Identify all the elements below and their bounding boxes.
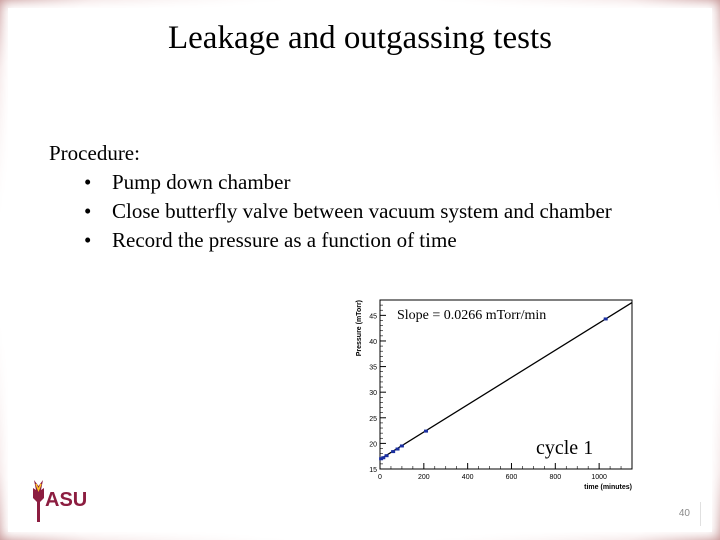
x-tick-label: 200: [417, 474, 430, 481]
page-number: [640, 502, 701, 526]
page-number-text: 40: [678, 508, 690, 519]
procedure-label: Procedure:: [49, 141, 140, 165]
slide-title: Leakage and outgassing tests: [168, 20, 552, 56]
asu-logo: [24, 476, 94, 529]
x-axis-label: time (minutes): [584, 484, 632, 491]
slope-annotation: Slope = 0.0266 mTorr/min: [397, 308, 547, 323]
x-tick-label: 1000: [591, 474, 607, 481]
y-tick-label: 40: [369, 338, 377, 346]
data-point: [400, 444, 404, 447]
data-point: [391, 450, 395, 453]
bullet-icon: •: [84, 228, 92, 252]
data-point: [604, 317, 608, 320]
slide-body: [49, 139, 612, 255]
pressure-chart: [350, 294, 640, 494]
list-item: [84, 226, 612, 255]
y-tick-label: 35: [369, 364, 377, 372]
x-tick-label: 0: [378, 474, 382, 481]
chart-svg: [350, 294, 640, 494]
x-tick-label: 600: [505, 474, 518, 481]
x-tick-label: 400: [461, 474, 474, 481]
y-tick-label: 30: [369, 390, 377, 398]
list-item: [84, 197, 612, 226]
data-point: [396, 448, 400, 451]
y-tick-label: 25: [369, 415, 377, 423]
cycle-annotation: cycle 1: [536, 437, 594, 459]
data-point: [385, 454, 389, 457]
bullet-icon: •: [84, 170, 92, 194]
y-tick-label: 15: [369, 467, 377, 474]
bullet-icon: •: [84, 199, 92, 223]
data-point: [424, 430, 428, 433]
y-tick-label: 20: [369, 441, 377, 449]
x-tick-label: 800: [549, 474, 562, 481]
svg-text:ASU: ASU: [45, 489, 88, 511]
y-axis-label: Pressure (mTorr): [356, 300, 363, 357]
bullet-text: Record the pressure as a function of time: [112, 228, 457, 252]
y-tick-label: 45: [369, 313, 377, 321]
list-item: [84, 168, 612, 197]
bullet-text: Close butterfly valve between vacuum system and chamber: [112, 199, 612, 223]
bullet-text: Pump down chamber: [112, 170, 291, 194]
procedure-list: [49, 168, 612, 255]
